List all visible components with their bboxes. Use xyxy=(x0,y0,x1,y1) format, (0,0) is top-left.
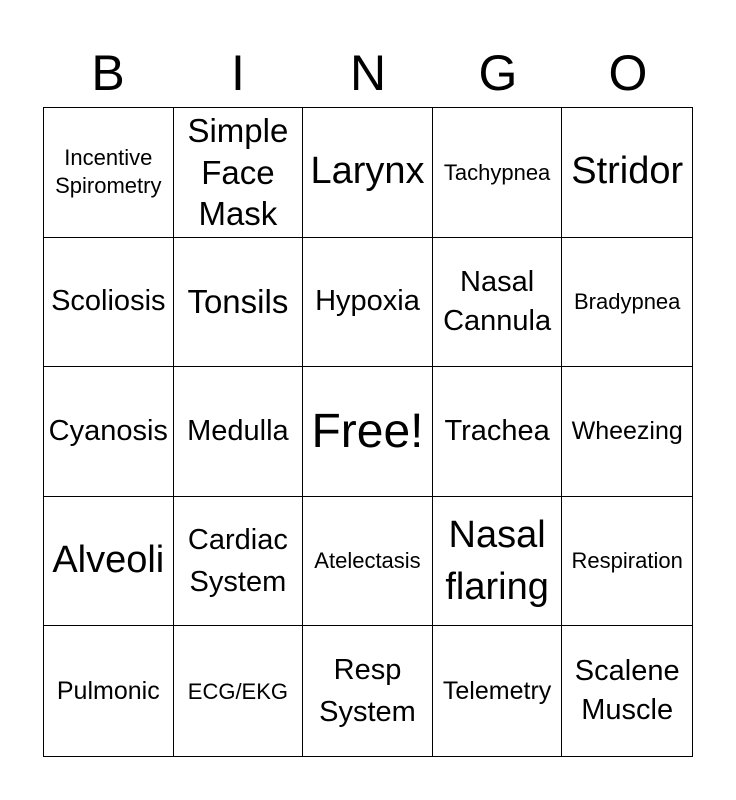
cell-label: Cardiac System xyxy=(187,524,288,599)
cell-label: Bradypnea xyxy=(573,289,681,315)
bingo-cell[interactable] xyxy=(562,497,692,627)
bingo-cell[interactable] xyxy=(303,238,433,368)
cell-label: Alveoli xyxy=(52,539,165,582)
cell-label: Larynx xyxy=(310,150,425,193)
free-space[interactable] xyxy=(303,367,433,497)
bingo-cell[interactable] xyxy=(174,367,304,497)
bingo-board xyxy=(43,107,693,757)
bingo-cell[interactable] xyxy=(174,626,304,756)
cell-label: Respiration xyxy=(571,548,683,574)
cell-label: Tonsils xyxy=(187,282,289,320)
cell-label: Nasal flaring xyxy=(445,513,549,609)
bingo-header xyxy=(43,38,693,108)
bingo-cell[interactable] xyxy=(174,497,304,627)
cell-label: Tachypnea xyxy=(443,159,551,185)
bingo-cell[interactable] xyxy=(433,238,563,368)
bingo-cell[interactable] xyxy=(562,238,692,368)
cell-label: Nasal Cannula xyxy=(443,265,552,337)
bingo-cell[interactable] xyxy=(433,626,563,756)
header-letter-o: O xyxy=(608,45,648,101)
cell-label: Trachea xyxy=(444,414,550,447)
cell-label: Atelectasis xyxy=(314,548,421,574)
bingo-cell[interactable] xyxy=(44,626,174,756)
bingo-cell[interactable] xyxy=(562,108,692,238)
cell-label: Telemetry xyxy=(442,676,552,705)
bingo-cell[interactable] xyxy=(44,108,174,238)
bingo-cell[interactable] xyxy=(433,108,563,238)
cell-label: Scalene Muscle xyxy=(574,655,680,727)
cell-label: Medulla xyxy=(187,414,289,447)
bingo-cell[interactable] xyxy=(174,238,304,368)
header-letter-n: N xyxy=(349,45,387,101)
cell-label: Pulmonic xyxy=(56,676,160,705)
bingo-cell[interactable] xyxy=(44,497,174,627)
cell-label: Stridor xyxy=(571,150,684,193)
bingo-cell[interactable] xyxy=(174,108,304,238)
cell-label: Simple Face Mask xyxy=(187,111,289,233)
cell-label: Incentive Spirometry xyxy=(55,145,162,199)
header-letter-i: I xyxy=(231,45,245,101)
cell-label: Hypoxia xyxy=(315,285,420,318)
bingo-cell[interactable] xyxy=(44,238,174,368)
bingo-cell[interactable] xyxy=(303,626,433,756)
header-letter-g: G xyxy=(478,45,518,101)
header-letter-b: B xyxy=(91,45,125,101)
cell-label: ECG/EKG xyxy=(187,678,289,704)
cell-label: Cyanosis xyxy=(48,414,168,447)
cell-label: Resp System xyxy=(319,654,416,729)
bingo-cell[interactable] xyxy=(303,497,433,627)
bingo-cell[interactable] xyxy=(44,367,174,497)
bingo-cell[interactable] xyxy=(562,367,692,497)
bingo-cell[interactable] xyxy=(433,367,563,497)
free-space-label: Free! xyxy=(311,404,424,458)
cell-label: Scoliosis xyxy=(51,285,166,318)
bingo-cell[interactable] xyxy=(562,626,692,756)
bingo-cell[interactable] xyxy=(433,497,563,627)
cell-label: Wheezing xyxy=(571,417,683,446)
bingo-cell[interactable] xyxy=(303,108,433,238)
